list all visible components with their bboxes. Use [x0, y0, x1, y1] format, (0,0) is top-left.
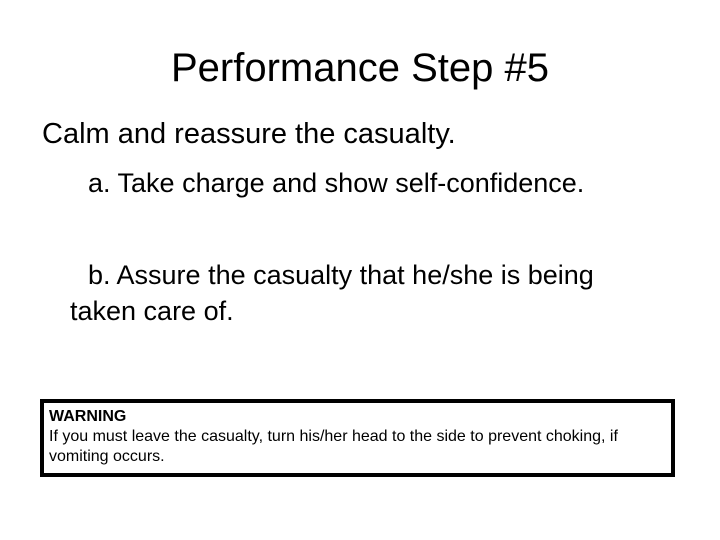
- sub-point-b: b. Assure the casualty that he/she is being taken care of.: [70, 260, 594, 326]
- warning-box: [40, 399, 675, 477]
- sub-point-a: a. Take charge and show self-confidence.: [88, 168, 585, 198]
- slide-title: Performance Step #5: [171, 46, 549, 90]
- warning-text: If you must leave the casualty, turn his/her head to the side to prevent choking, if vomiting occurs.: [49, 428, 618, 465]
- main-point: Calm and reassure the casualty.: [42, 118, 456, 150]
- warning-title: WARNING: [49, 408, 127, 425]
